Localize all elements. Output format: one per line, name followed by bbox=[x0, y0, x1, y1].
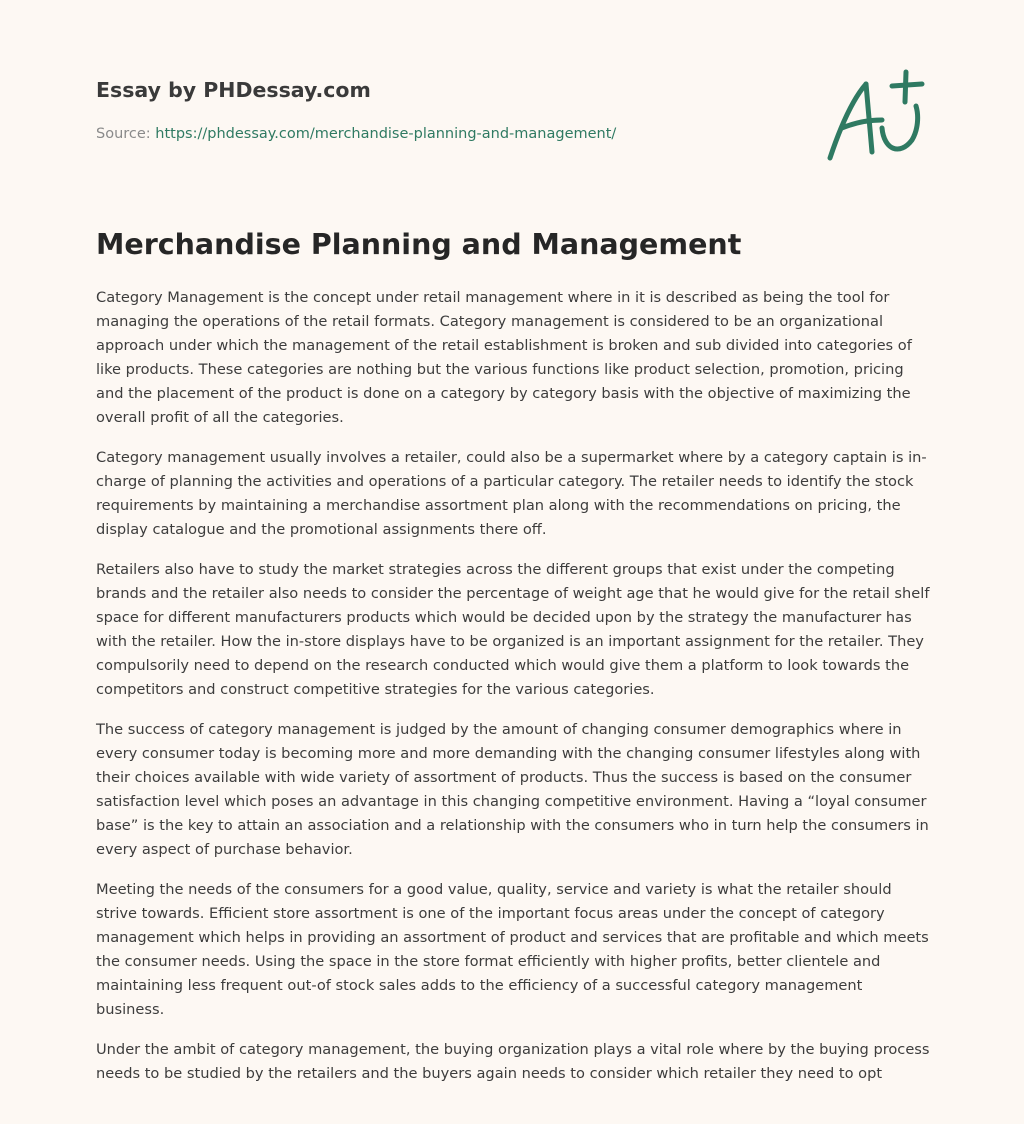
essay-paragraph: Under the ambit of category management, the buying organization plays a vital role where by the buying process needs to be studied by the retailers and the buyers again needs to consider which retailer they need to opt bbox=[96, 1041, 930, 1082]
a-plus-grade-icon bbox=[820, 66, 930, 166]
source-line bbox=[96, 124, 616, 144]
essay-title: Merchandise Planning and Management bbox=[96, 228, 742, 261]
essay-paragraph: Category Management is the concept under retail management where in it is described as being the tool for managing the operations of the retail formats. Category management is considered to be an organizational approach under which the management of the retail establishment is broken and sub divided into categories of like products. These categories are nothing but the various functions like product selection, promotion, pricing and the placement of the product is done on a category by category basis with the objective of maximizing the overall profit of all the categories. bbox=[96, 289, 912, 426]
essay-paragraph: Meeting the needs of the consumers for a good value, quality, service and variety is what the retailer should strive towards. Efficient store assortment is one of the important focus areas under the concept of category management which helps in providing an assortment of product and services that are profitable and which meets the consumer needs. Using the space in the store format efficiently with higher profits, better clientele and maintaining less frequent out-of stock sales adds to the efficiency of a successful category management business. bbox=[96, 881, 929, 1018]
essay-paragraph: Category management usually involves a retailer, could also be a supermarket where by a category captain is in-charge of planning the activities and operations of a particular category. The retailer needs to identify the stock requirements by maintaining a merchandise assortment plan along with the recommendations on pricing, the display catalogue and the promotional assignments there off. bbox=[96, 449, 927, 538]
essay-paragraph: The success of category management is judged by the amount of changing consumer demographics where in every consumer today is becoming more and more demanding with the changing consumer lifestyles along with their choices available with wide variety of assortment of products. Thus the success is based on the consumer satisfaction level which poses an advantage in this changing competitive environment. Having a “loyal consumer base” is the key to attain an association and a relationship with the consumers who in turn help the consumers in every aspect of purchase behavior. bbox=[96, 721, 929, 858]
essay-body bbox=[96, 286, 932, 1102]
source-link[interactable]: https://phdessay.com/merchandise-planning-and-management/ bbox=[155, 126, 617, 142]
site-title: Essay by PHDessay.com bbox=[96, 78, 371, 102]
source-label: Source: bbox=[96, 126, 151, 142]
essay-paragraph: Retailers also have to study the market strategies across the different groups that exist under the competing brands and the retailer also needs to consider the percentage of weight age that he would give for the retail shelf space for different manufacturers products which would be decided upon by the strategy the manufacturer has with the retailer. How the in-store displays have to be organized is an important assignment for the retailer. They compulsorily need to depend on the research conducted which would give them a platform to look towards the competitors and construct competitive strategies for the various categories. bbox=[96, 561, 930, 698]
page-header bbox=[96, 76, 796, 142]
